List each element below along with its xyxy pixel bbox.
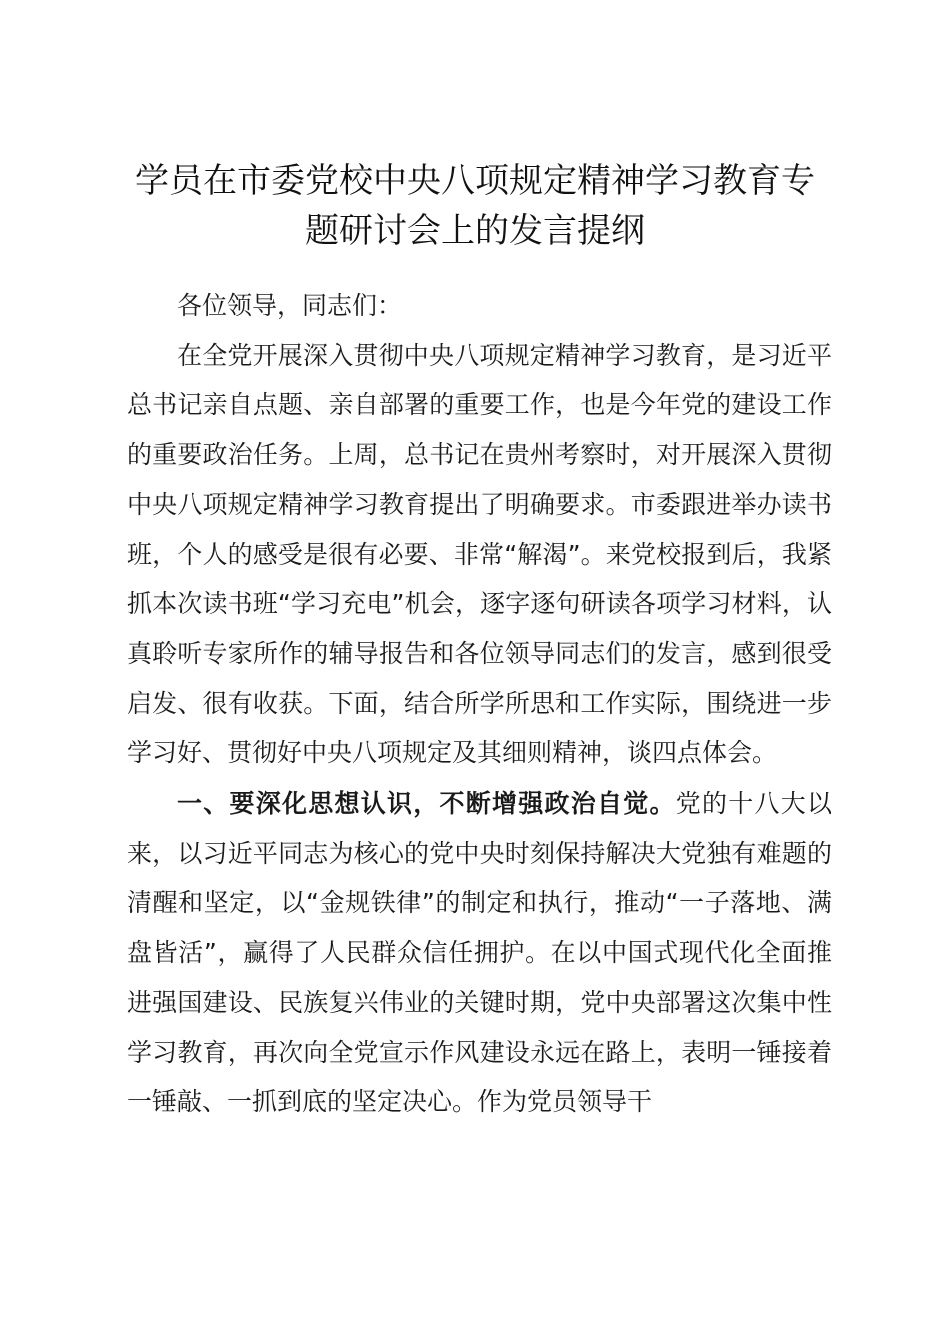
section-1-text: 党的十八大以来，以习近平同志为核心的党中央时刻保持解决大党独有难题的清醒和坚定，以“金规铁律”的制定和执行，推动“一子落地、满盘皆活”，赢得了人民群众信任拥护。在以中国式现代化全面推进强国建设、民族复兴伟业的关键时期，党中央部署这次集中性学习教育，再次向全党宣示作风建设永远在路上，表明一锤接着一锤敲、一抓到底的坚定决心。作为党员领导干 [127, 789, 832, 1117]
document-body [127, 281, 832, 1127]
title-line-1: 学员在市委党校中央八项规定精神学习教育专 [135, 161, 815, 201]
salutation: 各位领导，同志们： [177, 291, 403, 320]
section-1-heading: 一、要深化思想认识，不断增强政治自觉。 [177, 789, 676, 819]
document-title [100, 156, 850, 256]
intro-paragraph: 在全党开展深入贯彻中央八项规定精神学习教育，是习近平总书记亲自点题、亲自部署的重要工作，也是今年党的建设工作的重要政治任务。上周，总书记在贵州考察时，对开展深入贯彻中央八项规定精神学习教育提出了明确要求。市委跟进举办读书班，个人的感受是很有必要、非常“解渴”。来党校报到后，我紧抓本次读书班“学习充电”机会，逐字逐句研读各项学习材料，认真聆听专家所作的辅导报告和各位领导同志们的发言，感到很受启发、很有收获。下面，结合所学所思和工作实际，围绕进一步学习好、贯彻好中央八项规定及其细则精神，谈四点体会。 [127, 340, 832, 768]
section-1-paragraph [127, 779, 832, 1127]
title-line-2: 题研讨会上的发言提纲 [305, 211, 645, 251]
